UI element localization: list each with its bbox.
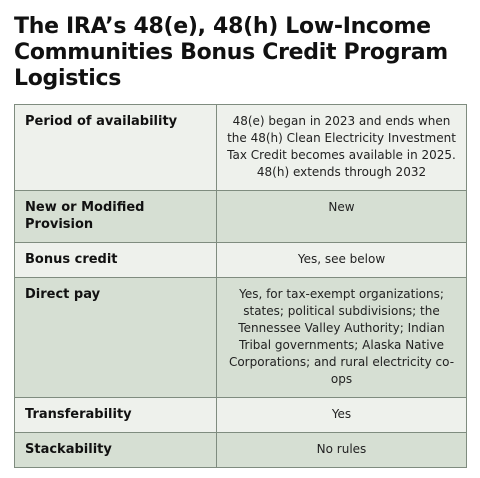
table-row bbox=[15, 278, 467, 398]
table-row bbox=[15, 243, 467, 278]
row-label: Period of availability bbox=[15, 105, 217, 191]
row-label: Bonus credit bbox=[15, 243, 217, 278]
row-value: Yes, see below bbox=[217, 243, 467, 278]
row-value: No rules bbox=[217, 433, 467, 468]
row-label: Stackability bbox=[15, 433, 217, 468]
row-label: Transferability bbox=[15, 398, 217, 433]
row-label: Direct pay bbox=[15, 278, 217, 398]
page-title: The IRA’s 48(e), 48(h) Low-Income Communities Bonus Credit Program Logistics bbox=[14, 14, 448, 91]
row-value: 48(e) began in 2023 and ends when the 48(h) Clean Electricity Investment Tax Credit becomes available in 2025. 48(h) extends through 2032 bbox=[217, 105, 467, 191]
logistics-table bbox=[14, 104, 467, 468]
table-row bbox=[15, 398, 467, 433]
table-row bbox=[15, 433, 467, 468]
row-label: New or Modified Provision bbox=[15, 191, 217, 243]
table-row bbox=[15, 105, 467, 191]
row-value: Yes, for tax-exempt organizations; states; political subdivisions; the Tennessee Valley Authority; Indian Tribal governments; Alaska Native Corporations; and rural electricity co-ops bbox=[217, 278, 467, 398]
row-value: New bbox=[217, 191, 467, 243]
table-row bbox=[15, 191, 467, 243]
row-value: Yes bbox=[217, 398, 467, 433]
